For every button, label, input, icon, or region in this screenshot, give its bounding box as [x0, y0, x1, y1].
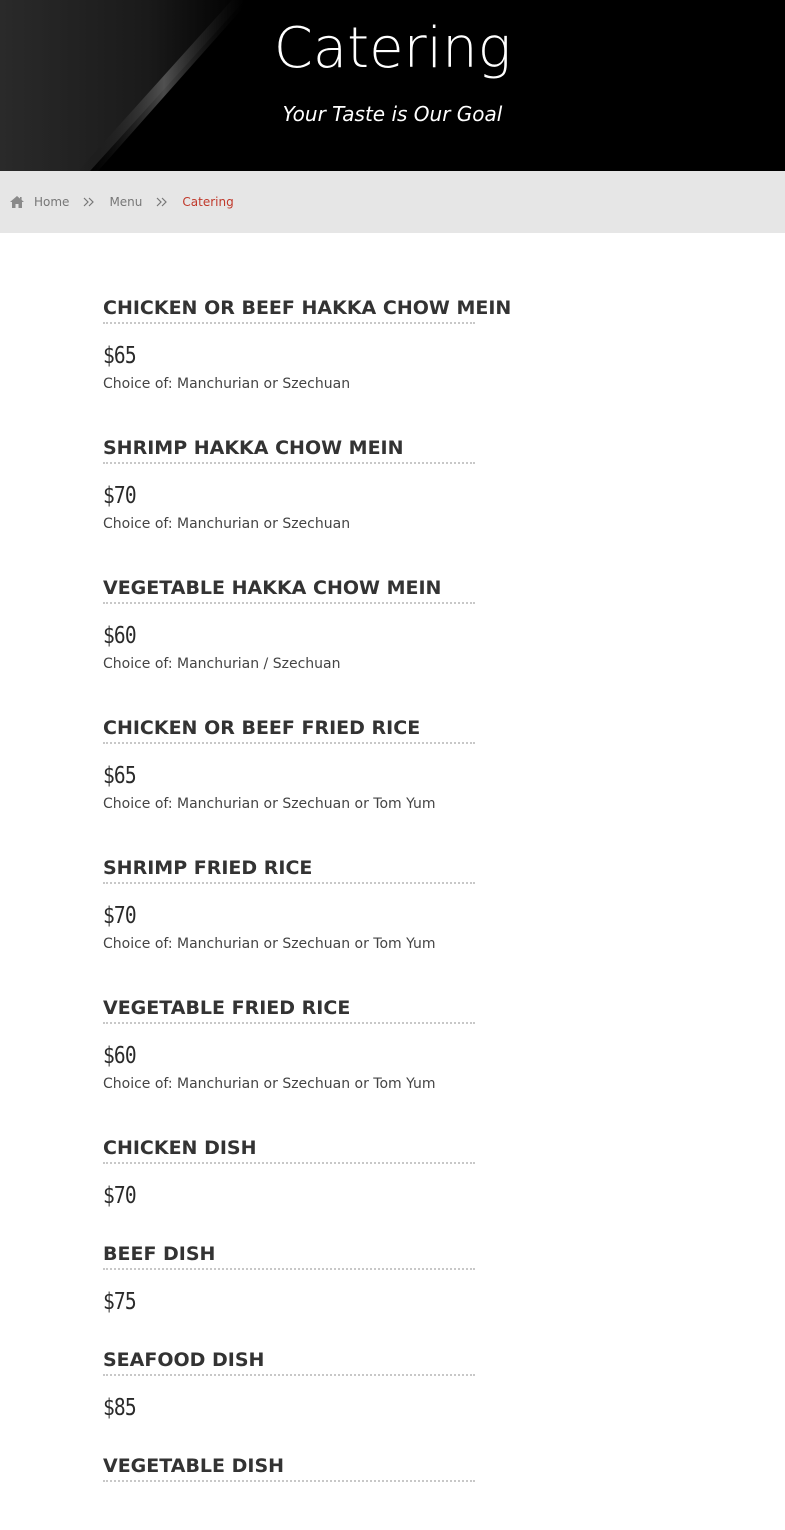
menu-item: [103, 1135, 475, 1211]
menu-item-name: BEEF DISH: [103, 1241, 475, 1270]
menu-item-name: VEGETABLE FRIED RICE: [103, 995, 475, 1024]
breadcrumb-home-link[interactable]: Home: [34, 195, 70, 209]
menu-item-price: $85: [103, 1395, 136, 1421]
menu-item-description: Choice of: Manchurian / Szechuan: [103, 656, 341, 672]
menu-item-description: Choice of: Manchurian or Szechuan: [103, 376, 351, 392]
page-subtitle: Your Taste is Our Goal: [282, 102, 503, 126]
menu-item: [103, 995, 475, 1095]
menu-item-name: SHRIMP HAKKA CHOW MEIN: [103, 435, 475, 464]
menu-item-price: $70: [103, 483, 136, 509]
menu-item: [103, 1347, 475, 1423]
menu-item-price: $70: [103, 1183, 136, 1209]
menu-item-name: CHICKEN OR BEEF FRIED RICE: [103, 715, 475, 744]
menu-item: [103, 855, 475, 955]
menu-item-description: Choice of: Manchurian or Szechuan: [103, 516, 351, 532]
double-chevron-right-icon: [83, 197, 95, 207]
double-chevron-right-icon: [156, 197, 168, 207]
page-title: Catering: [273, 16, 512, 81]
menu-item: [103, 575, 475, 675]
catering-menu-list: [103, 295, 512, 1518]
menu-item-price: $60: [103, 1043, 136, 1069]
menu-item: [103, 715, 475, 815]
menu-item-name: SEAFOOD DISH: [103, 1347, 475, 1376]
menu-item-price: $60: [103, 623, 136, 649]
menu-item-price: $65: [103, 343, 136, 369]
breadcrumb: [10, 171, 234, 233]
hero-banner: [0, 0, 785, 171]
breadcrumb-menu-link[interactable]: Menu: [109, 195, 143, 209]
menu-item: [103, 1241, 475, 1317]
menu-item: [103, 295, 512, 395]
menu-item-name: CHICKEN DISH: [103, 1135, 475, 1164]
menu-item-name: SHRIMP FRIED RICE: [103, 855, 475, 884]
menu-item-description: Choice of: Manchurian or Szechuan or Tom Yum: [103, 1076, 436, 1092]
menu-item: [103, 435, 475, 535]
menu-item-price: $65: [103, 763, 136, 789]
menu-item-description: Choice of: Manchurian or Szechuan or Tom Yum: [103, 936, 436, 952]
breadcrumb-current: Catering: [182, 195, 234, 209]
menu-item-description: Choice of: Manchurian or Szechuan or Tom Yum: [103, 796, 436, 812]
menu-item-price: $75: [103, 1289, 136, 1315]
menu-item-name: VEGETABLE HAKKA CHOW MEIN: [103, 575, 475, 604]
breadcrumb-bar: [0, 171, 785, 233]
menu-item-name: CHICKEN OR BEEF HAKKA CHOW MEIN: [103, 295, 475, 324]
menu-item: [103, 1453, 475, 1482]
home-icon[interactable]: [10, 196, 24, 208]
menu-item-name: VEGETABLE DISH: [103, 1453, 475, 1482]
menu-item-price: $70: [103, 903, 136, 929]
